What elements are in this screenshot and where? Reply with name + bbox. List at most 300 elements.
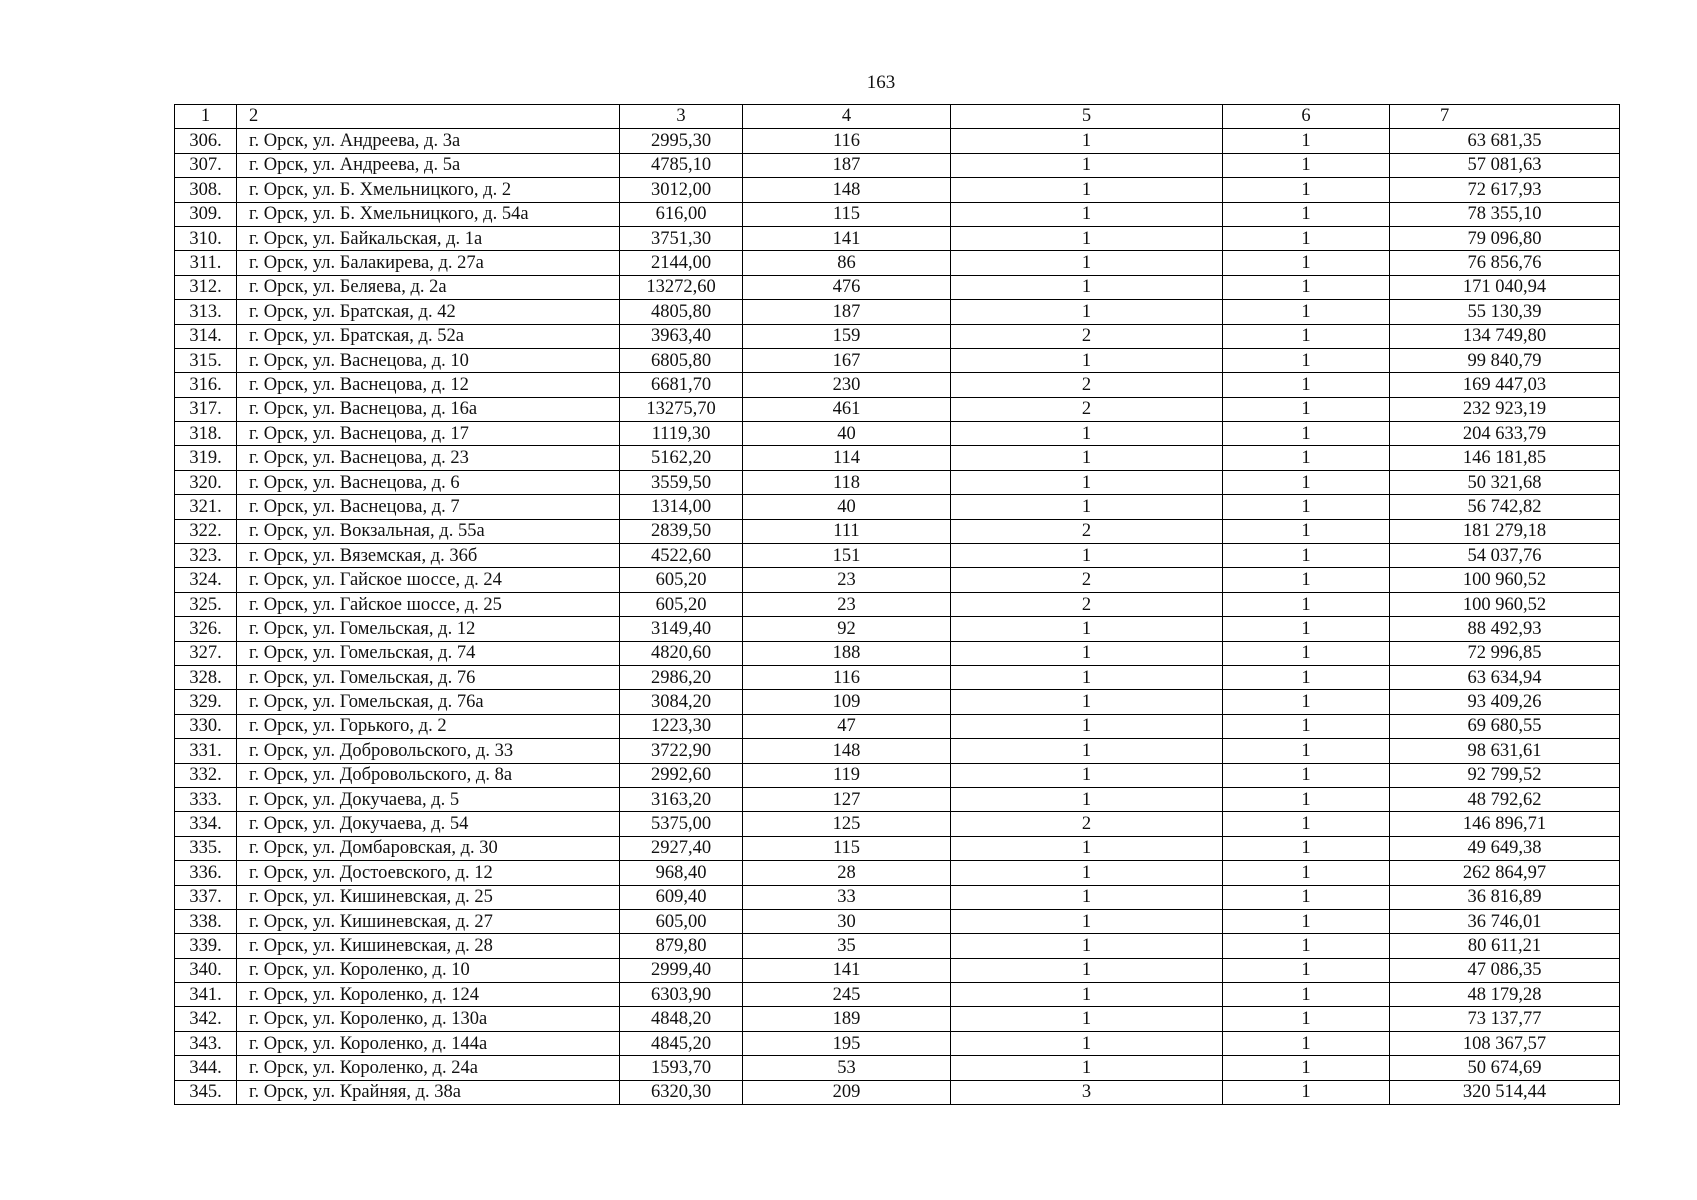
table-row [175,251,1620,275]
table-row [175,422,1620,446]
cell-col-7: 134 749,80 [1390,324,1620,348]
cell-col-7: 171 040,94 [1390,275,1620,299]
cell-col-2: г. Орск, ул. Добровольского, д. 8а [237,763,620,787]
cell-col-1: 345. [175,1080,237,1104]
cell-col-7: 50 674,69 [1390,1056,1620,1080]
cell-col-2: г. Орск, ул. Байкальская, д. 1а [237,226,620,250]
cell-col-1: 331. [175,739,237,763]
table-row [175,885,1620,909]
cell-col-1: 340. [175,958,237,982]
cell-col-3: 4845,20 [620,1031,743,1055]
table-row [175,739,1620,763]
cell-col-6: 1 [1223,861,1390,885]
table-row [175,153,1620,177]
cell-col-2: г. Орск, ул. Васнецова, д. 17 [237,422,620,446]
cell-col-5: 1 [951,544,1223,568]
cell-col-6: 1 [1223,324,1390,348]
cell-col-7: 63 681,35 [1390,129,1620,153]
cell-col-4: 86 [743,251,951,275]
cell-col-5: 1 [951,226,1223,250]
cell-col-7: 72 617,93 [1390,178,1620,202]
cell-col-1: 306. [175,129,237,153]
table-row [175,495,1620,519]
cell-col-6: 1 [1223,812,1390,836]
cell-col-4: 119 [743,763,951,787]
cell-col-3: 2999,40 [620,958,743,982]
table-row [175,446,1620,470]
cell-col-2: г. Орск, ул. Докучаева, д. 5 [237,787,620,811]
cell-col-3: 5162,20 [620,446,743,470]
cell-col-5: 2 [951,519,1223,543]
cell-col-4: 476 [743,275,951,299]
cell-col-6: 1 [1223,763,1390,787]
cell-col-3: 4848,20 [620,1007,743,1031]
data-table [174,104,1620,1105]
cell-col-7: 99 840,79 [1390,348,1620,372]
cell-col-2: г. Орск, ул. Добровольского, д. 33 [237,739,620,763]
cell-col-5: 1 [951,617,1223,641]
table-row [175,470,1620,494]
cell-col-2: г. Орск, ул. Гомельская, д. 74 [237,641,620,665]
cell-col-7: 79 096,80 [1390,226,1620,250]
cell-col-5: 1 [951,787,1223,811]
header-cell-col-4: 4 [743,105,951,129]
cell-col-6: 1 [1223,544,1390,568]
cell-col-1: 325. [175,592,237,616]
cell-col-2: г. Орск, ул. Вокзальная, д. 55а [237,519,620,543]
cell-col-4: 187 [743,300,951,324]
cell-col-2: г. Орск, ул. Кишиневская, д. 27 [237,909,620,933]
cell-col-3: 879,80 [620,934,743,958]
cell-col-5: 1 [951,422,1223,446]
cell-col-6: 1 [1223,275,1390,299]
cell-col-2: г. Орск, ул. Гайское шоссе, д. 25 [237,592,620,616]
cell-col-1: 315. [175,348,237,372]
cell-col-3: 4820,60 [620,641,743,665]
cell-col-7: 181 279,18 [1390,519,1620,543]
cell-col-4: 148 [743,739,951,763]
header-cell-col-2: 2 [237,105,620,129]
cell-col-3: 2144,00 [620,251,743,275]
cell-col-4: 187 [743,153,951,177]
cell-col-5: 1 [951,446,1223,470]
cell-col-5: 1 [951,300,1223,324]
cell-col-3: 609,40 [620,885,743,909]
cell-col-3: 1593,70 [620,1056,743,1080]
cell-col-5: 1 [951,983,1223,1007]
table-row [175,1080,1620,1104]
cell-col-4: 53 [743,1056,951,1080]
cell-col-4: 23 [743,568,951,592]
cell-col-2: г. Орск, ул. Короленко, д. 124 [237,983,620,1007]
cell-col-4: 116 [743,129,951,153]
cell-col-3: 6805,80 [620,348,743,372]
cell-col-2: г. Орск, ул. Короленко, д. 10 [237,958,620,982]
cell-col-3: 605,00 [620,909,743,933]
cell-col-4: 245 [743,983,951,1007]
table-row [175,934,1620,958]
cell-col-7: 56 742,82 [1390,495,1620,519]
cell-col-5: 1 [951,885,1223,909]
cell-col-2: г. Орск, ул. Васнецова, д. 23 [237,446,620,470]
table-body [175,105,1620,1105]
cell-col-5: 2 [951,812,1223,836]
cell-col-4: 127 [743,787,951,811]
cell-col-7: 98 631,61 [1390,739,1620,763]
cell-col-6: 1 [1223,446,1390,470]
cell-col-7: 47 086,35 [1390,958,1620,982]
cell-col-6: 1 [1223,153,1390,177]
cell-col-5: 1 [951,495,1223,519]
cell-col-2: г. Орск, ул. Гайское шоссе, д. 24 [237,568,620,592]
cell-col-5: 1 [951,251,1223,275]
cell-col-2: г. Орск, ул. Докучаева, д. 54 [237,812,620,836]
cell-col-1: 338. [175,909,237,933]
table-row [175,1056,1620,1080]
cell-col-2: г. Орск, ул. Балакирева, д. 27а [237,251,620,275]
table-row [175,641,1620,665]
cell-col-2: г. Орск, ул. Гомельская, д. 76 [237,665,620,689]
cell-col-4: 159 [743,324,951,348]
cell-col-3: 2992,60 [620,763,743,787]
cell-col-6: 1 [1223,885,1390,909]
cell-col-7: 69 680,55 [1390,714,1620,738]
header-cell-col-3: 3 [620,105,743,129]
cell-col-6: 1 [1223,519,1390,543]
cell-col-4: 230 [743,373,951,397]
cell-col-3: 6681,70 [620,373,743,397]
cell-col-4: 115 [743,202,951,226]
cell-col-6: 1 [1223,1007,1390,1031]
cell-col-1: 332. [175,763,237,787]
cell-col-1: 335. [175,836,237,860]
cell-col-5: 3 [951,1080,1223,1104]
cell-col-4: 109 [743,690,951,714]
cell-col-3: 3559,50 [620,470,743,494]
cell-col-3: 616,00 [620,202,743,226]
cell-col-5: 1 [951,958,1223,982]
cell-col-5: 1 [951,739,1223,763]
cell-col-2: г. Орск, ул. Васнецова, д. 12 [237,373,620,397]
table-row [175,373,1620,397]
cell-col-2: г. Орск, ул. Домбаровская, д. 30 [237,836,620,860]
cell-col-1: 336. [175,861,237,885]
cell-col-6: 1 [1223,373,1390,397]
cell-col-5: 1 [951,934,1223,958]
table-row [175,1031,1620,1055]
cell-col-5: 1 [951,836,1223,860]
cell-col-4: 167 [743,348,951,372]
table-row [175,568,1620,592]
cell-col-2: г. Орск, ул. Вяземская, д. 36б [237,544,620,568]
header-cell-col-5: 5 [951,105,1223,129]
cell-col-5: 1 [951,129,1223,153]
cell-col-4: 35 [743,934,951,958]
cell-col-5: 1 [951,348,1223,372]
cell-col-7: 80 611,21 [1390,934,1620,958]
table-header-row [175,105,1620,129]
cell-col-4: 33 [743,885,951,909]
cell-col-6: 1 [1223,300,1390,324]
cell-col-7: 73 137,77 [1390,1007,1620,1031]
cell-col-7: 262 864,97 [1390,861,1620,885]
cell-col-4: 125 [743,812,951,836]
table-row [175,1007,1620,1031]
cell-col-6: 1 [1223,178,1390,202]
cell-col-5: 1 [951,470,1223,494]
cell-col-1: 322. [175,519,237,543]
cell-col-1: 324. [175,568,237,592]
cell-col-2: г. Орск, ул. Кишиневская, д. 25 [237,885,620,909]
cell-col-7: 48 792,62 [1390,787,1620,811]
cell-col-6: 1 [1223,422,1390,446]
cell-col-7: 78 355,10 [1390,202,1620,226]
cell-col-3: 2986,20 [620,665,743,689]
cell-col-3: 1119,30 [620,422,743,446]
table-row [175,958,1620,982]
cell-col-3: 3149,40 [620,617,743,641]
cell-col-2: г. Орск, ул. Кишиневская, д. 28 [237,934,620,958]
table-row [175,397,1620,421]
cell-col-4: 195 [743,1031,951,1055]
cell-col-7: 48 179,28 [1390,983,1620,1007]
cell-col-3: 1314,00 [620,495,743,519]
cell-col-4: 189 [743,1007,951,1031]
cell-col-1: 313. [175,300,237,324]
cell-col-2: г. Орск, ул. Горького, д. 2 [237,714,620,738]
cell-col-4: 141 [743,958,951,982]
cell-col-1: 326. [175,617,237,641]
cell-col-3: 3722,90 [620,739,743,763]
table-row [175,275,1620,299]
cell-col-1: 330. [175,714,237,738]
cell-col-1: 312. [175,275,237,299]
cell-col-2: г. Орск, ул. Короленко, д. 144а [237,1031,620,1055]
cell-col-5: 2 [951,592,1223,616]
cell-col-6: 1 [1223,470,1390,494]
cell-col-5: 2 [951,373,1223,397]
cell-col-6: 1 [1223,397,1390,421]
cell-col-5: 1 [951,1056,1223,1080]
table-row [175,983,1620,1007]
cell-col-7: 100 960,52 [1390,568,1620,592]
cell-col-6: 1 [1223,592,1390,616]
cell-col-7: 204 633,79 [1390,422,1620,446]
cell-col-2: г. Орск, ул. Б. Хмельницкого, д. 54а [237,202,620,226]
cell-col-5: 1 [951,861,1223,885]
cell-col-6: 1 [1223,665,1390,689]
table-row [175,787,1620,811]
cell-col-7: 88 492,93 [1390,617,1620,641]
cell-col-2: г. Орск, ул. Братская, д. 52а [237,324,620,348]
cell-col-4: 151 [743,544,951,568]
cell-col-3: 968,40 [620,861,743,885]
cell-col-7: 63 634,94 [1390,665,1620,689]
cell-col-7: 57 081,63 [1390,153,1620,177]
cell-col-1: 318. [175,422,237,446]
cell-col-6: 1 [1223,226,1390,250]
cell-col-2: г. Орск, ул. Крайняя, д. 38а [237,1080,620,1104]
table-row [175,714,1620,738]
cell-col-7: 36 746,01 [1390,909,1620,933]
cell-col-6: 1 [1223,1031,1390,1055]
cell-col-3: 605,20 [620,568,743,592]
cell-col-1: 319. [175,446,237,470]
cell-col-1: 342. [175,1007,237,1031]
cell-col-3: 3963,40 [620,324,743,348]
header-cell-col-7: 7 [1390,105,1620,129]
cell-col-7: 36 816,89 [1390,885,1620,909]
cell-col-7: 93 409,26 [1390,690,1620,714]
cell-col-4: 461 [743,397,951,421]
header-cell-col-1: 1 [175,105,237,129]
table-row [175,129,1620,153]
cell-col-3: 13275,70 [620,397,743,421]
header-cell-col-6: 6 [1223,105,1390,129]
cell-col-2: г. Орск, ул. Васнецова, д. 10 [237,348,620,372]
cell-col-5: 1 [951,1031,1223,1055]
cell-col-6: 1 [1223,690,1390,714]
cell-col-3: 3163,20 [620,787,743,811]
cell-col-7: 54 037,76 [1390,544,1620,568]
cell-col-6: 1 [1223,129,1390,153]
table-row [175,836,1620,860]
table-row [175,226,1620,250]
cell-col-6: 1 [1223,836,1390,860]
cell-col-5: 1 [951,202,1223,226]
cell-col-3: 4785,10 [620,153,743,177]
cell-col-7: 72 996,85 [1390,641,1620,665]
cell-col-2: г. Орск, ул. Братская, д. 42 [237,300,620,324]
cell-col-4: 40 [743,422,951,446]
cell-col-5: 1 [951,665,1223,689]
cell-col-1: 334. [175,812,237,836]
cell-col-1: 343. [175,1031,237,1055]
cell-col-6: 1 [1223,495,1390,519]
cell-col-6: 1 [1223,787,1390,811]
cell-col-7: 320 514,44 [1390,1080,1620,1104]
table-row [175,178,1620,202]
cell-col-1: 333. [175,787,237,811]
cell-col-3: 3084,20 [620,690,743,714]
table-row [175,617,1620,641]
cell-col-1: 327. [175,641,237,665]
cell-col-6: 1 [1223,1056,1390,1080]
page-number: 163 [866,72,896,93]
table-row [175,519,1620,543]
cell-col-3: 4522,60 [620,544,743,568]
cell-col-5: 1 [951,275,1223,299]
table-row [175,690,1620,714]
cell-col-6: 1 [1223,568,1390,592]
cell-col-7: 146 181,85 [1390,446,1620,470]
cell-col-6: 1 [1223,958,1390,982]
cell-col-6: 1 [1223,202,1390,226]
table-row [175,909,1620,933]
cell-col-7: 100 960,52 [1390,592,1620,616]
cell-col-6: 1 [1223,1080,1390,1104]
cell-col-6: 1 [1223,739,1390,763]
cell-col-1: 310. [175,226,237,250]
cell-col-6: 1 [1223,617,1390,641]
cell-col-1: 307. [175,153,237,177]
cell-col-4: 148 [743,178,951,202]
table-row [175,665,1620,689]
table-row [175,592,1620,616]
cell-col-1: 337. [175,885,237,909]
cell-col-1: 328. [175,665,237,689]
cell-col-3: 6303,90 [620,983,743,1007]
cell-col-4: 141 [743,226,951,250]
cell-col-2: г. Орск, ул. Беляева, д. 2а [237,275,620,299]
cell-col-1: 321. [175,495,237,519]
cell-col-7: 49 649,38 [1390,836,1620,860]
cell-col-3: 5375,00 [620,812,743,836]
cell-col-3: 3751,30 [620,226,743,250]
cell-col-2: г. Орск, ул. Короленко, д. 24а [237,1056,620,1080]
table-row [175,324,1620,348]
cell-col-5: 2 [951,324,1223,348]
cell-col-3: 2839,50 [620,519,743,543]
cell-col-6: 1 [1223,934,1390,958]
cell-col-1: 317. [175,397,237,421]
table-row [175,861,1620,885]
cell-col-1: 341. [175,983,237,1007]
cell-col-3: 13272,60 [620,275,743,299]
cell-col-5: 1 [951,153,1223,177]
table-row [175,763,1620,787]
cell-col-4: 30 [743,909,951,933]
table-row [175,812,1620,836]
cell-col-1: 344. [175,1056,237,1080]
cell-col-2: г. Орск, ул. Андреева, д. 3а [237,129,620,153]
cell-col-6: 1 [1223,348,1390,372]
cell-col-3: 3012,00 [620,178,743,202]
cell-col-4: 47 [743,714,951,738]
cell-col-5: 1 [951,641,1223,665]
cell-col-7: 76 856,76 [1390,251,1620,275]
cell-col-3: 4805,80 [620,300,743,324]
cell-col-6: 1 [1223,983,1390,1007]
cell-col-1: 323. [175,544,237,568]
cell-col-2: г. Орск, ул. Андреева, д. 5а [237,153,620,177]
cell-col-2: г. Орск, ул. Васнецова, д. 16а [237,397,620,421]
cell-col-2: г. Орск, ул. Достоевского, д. 12 [237,861,620,885]
cell-col-3: 2995,30 [620,129,743,153]
cell-col-1: 339. [175,934,237,958]
cell-col-3: 1223,30 [620,714,743,738]
cell-col-5: 2 [951,397,1223,421]
table-row [175,202,1620,226]
cell-col-7: 232 923,19 [1390,397,1620,421]
cell-col-7: 169 447,03 [1390,373,1620,397]
cell-col-4: 209 [743,1080,951,1104]
cell-col-4: 23 [743,592,951,616]
cell-col-6: 1 [1223,909,1390,933]
cell-col-4: 92 [743,617,951,641]
cell-col-7: 92 799,52 [1390,763,1620,787]
cell-col-4: 111 [743,519,951,543]
cell-col-6: 1 [1223,714,1390,738]
table-row [175,544,1620,568]
cell-col-4: 116 [743,665,951,689]
cell-col-2: г. Орск, ул. Васнецова, д. 6 [237,470,620,494]
cell-col-4: 114 [743,446,951,470]
cell-col-7: 50 321,68 [1390,470,1620,494]
cell-col-4: 28 [743,861,951,885]
cell-col-7: 108 367,57 [1390,1031,1620,1055]
cell-col-5: 2 [951,568,1223,592]
